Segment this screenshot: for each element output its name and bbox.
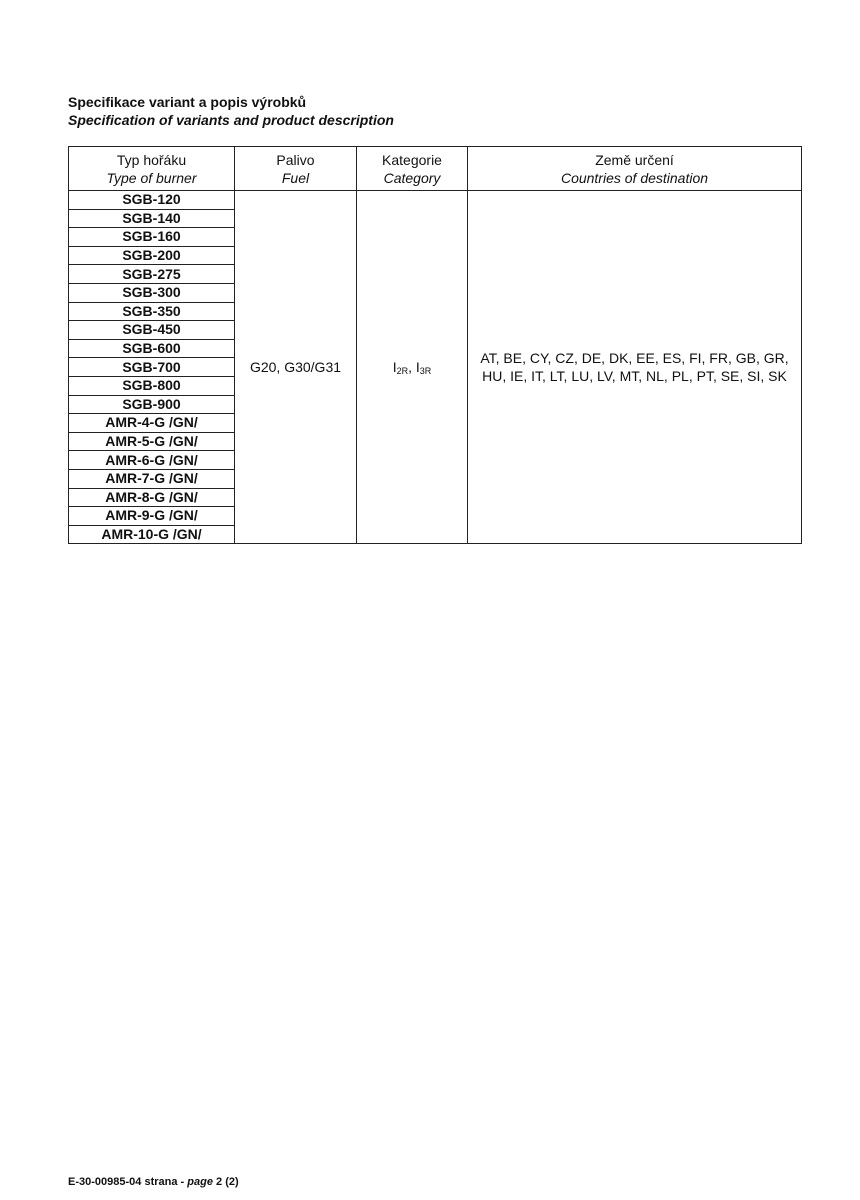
page-label-en: page xyxy=(187,1176,213,1188)
page-label-dash: - xyxy=(180,1176,185,1188)
header-cz: Palivo xyxy=(276,151,315,168)
model-cell: SGB-300 xyxy=(69,283,235,302)
countries-cell: AT, BE, CY, CZ, DE, DK, EE, ES, FI, FR, GB, GR, HU, IE, IT, LT, LU, LV, MT, NL, PL, PT, SE, SI, SK xyxy=(468,191,802,544)
model-cell: AMR-6-G /GN/ xyxy=(69,451,235,470)
page-footer xyxy=(68,1176,239,1188)
header-en: Category xyxy=(383,169,441,186)
fuel-cell: G20, G30/G31 xyxy=(235,191,357,544)
document-number: E-30-00985-04 xyxy=(68,1176,142,1188)
model-cell: AMR-8-G /GN/ xyxy=(69,488,235,507)
header-cz: Země určení xyxy=(595,151,674,168)
model-cell: AMR-4-G /GN/ xyxy=(69,414,235,433)
header-en: Countries of destination xyxy=(560,169,709,186)
specification-table xyxy=(68,146,802,544)
page-label-cz: strana xyxy=(144,1176,178,1188)
category-cell xyxy=(357,191,468,544)
header-cz: Typ hořáku xyxy=(116,151,187,168)
heading-czech: Specifikace variant a popis výrobků xyxy=(68,94,307,110)
model-cell: SGB-600 xyxy=(69,339,235,358)
category-text: $I_{2R}$, $I_{3R}$ xyxy=(392,358,432,376)
header-burner-type xyxy=(69,147,235,191)
header-countries xyxy=(468,147,802,191)
section-heading xyxy=(68,93,394,129)
model-cell: AMR-9-G /GN/ xyxy=(69,507,235,526)
model-cell: SGB-160 xyxy=(69,228,235,247)
model-cell: SGB-450 xyxy=(69,321,235,340)
model-cell: SGB-275 xyxy=(69,265,235,284)
model-cell: AMR-7-G /GN/ xyxy=(69,469,235,488)
header-fuel xyxy=(235,147,357,191)
model-cell: SGB-900 xyxy=(69,395,235,414)
header-en: Fuel xyxy=(281,169,310,186)
table-header-row xyxy=(69,147,802,191)
table-row xyxy=(69,191,802,210)
model-cell: SGB-200 xyxy=(69,246,235,265)
model-cell: SGB-700 xyxy=(69,358,235,377)
model-cell: AMR-5-G /GN/ xyxy=(69,432,235,451)
model-cell: SGB-140 xyxy=(69,209,235,228)
header-en: Type of burner xyxy=(106,169,197,186)
page-number: 2 (2) xyxy=(216,1176,239,1188)
model-cell: SGB-350 xyxy=(69,302,235,321)
model-cell: SGB-120 xyxy=(69,191,235,210)
header-category xyxy=(357,147,468,191)
model-cell: AMR-10-G /GN/ xyxy=(69,525,235,544)
header-cz: Kategorie xyxy=(382,151,442,168)
heading-english: Specification of variants and product description xyxy=(68,112,394,128)
model-cell: SGB-800 xyxy=(69,376,235,395)
